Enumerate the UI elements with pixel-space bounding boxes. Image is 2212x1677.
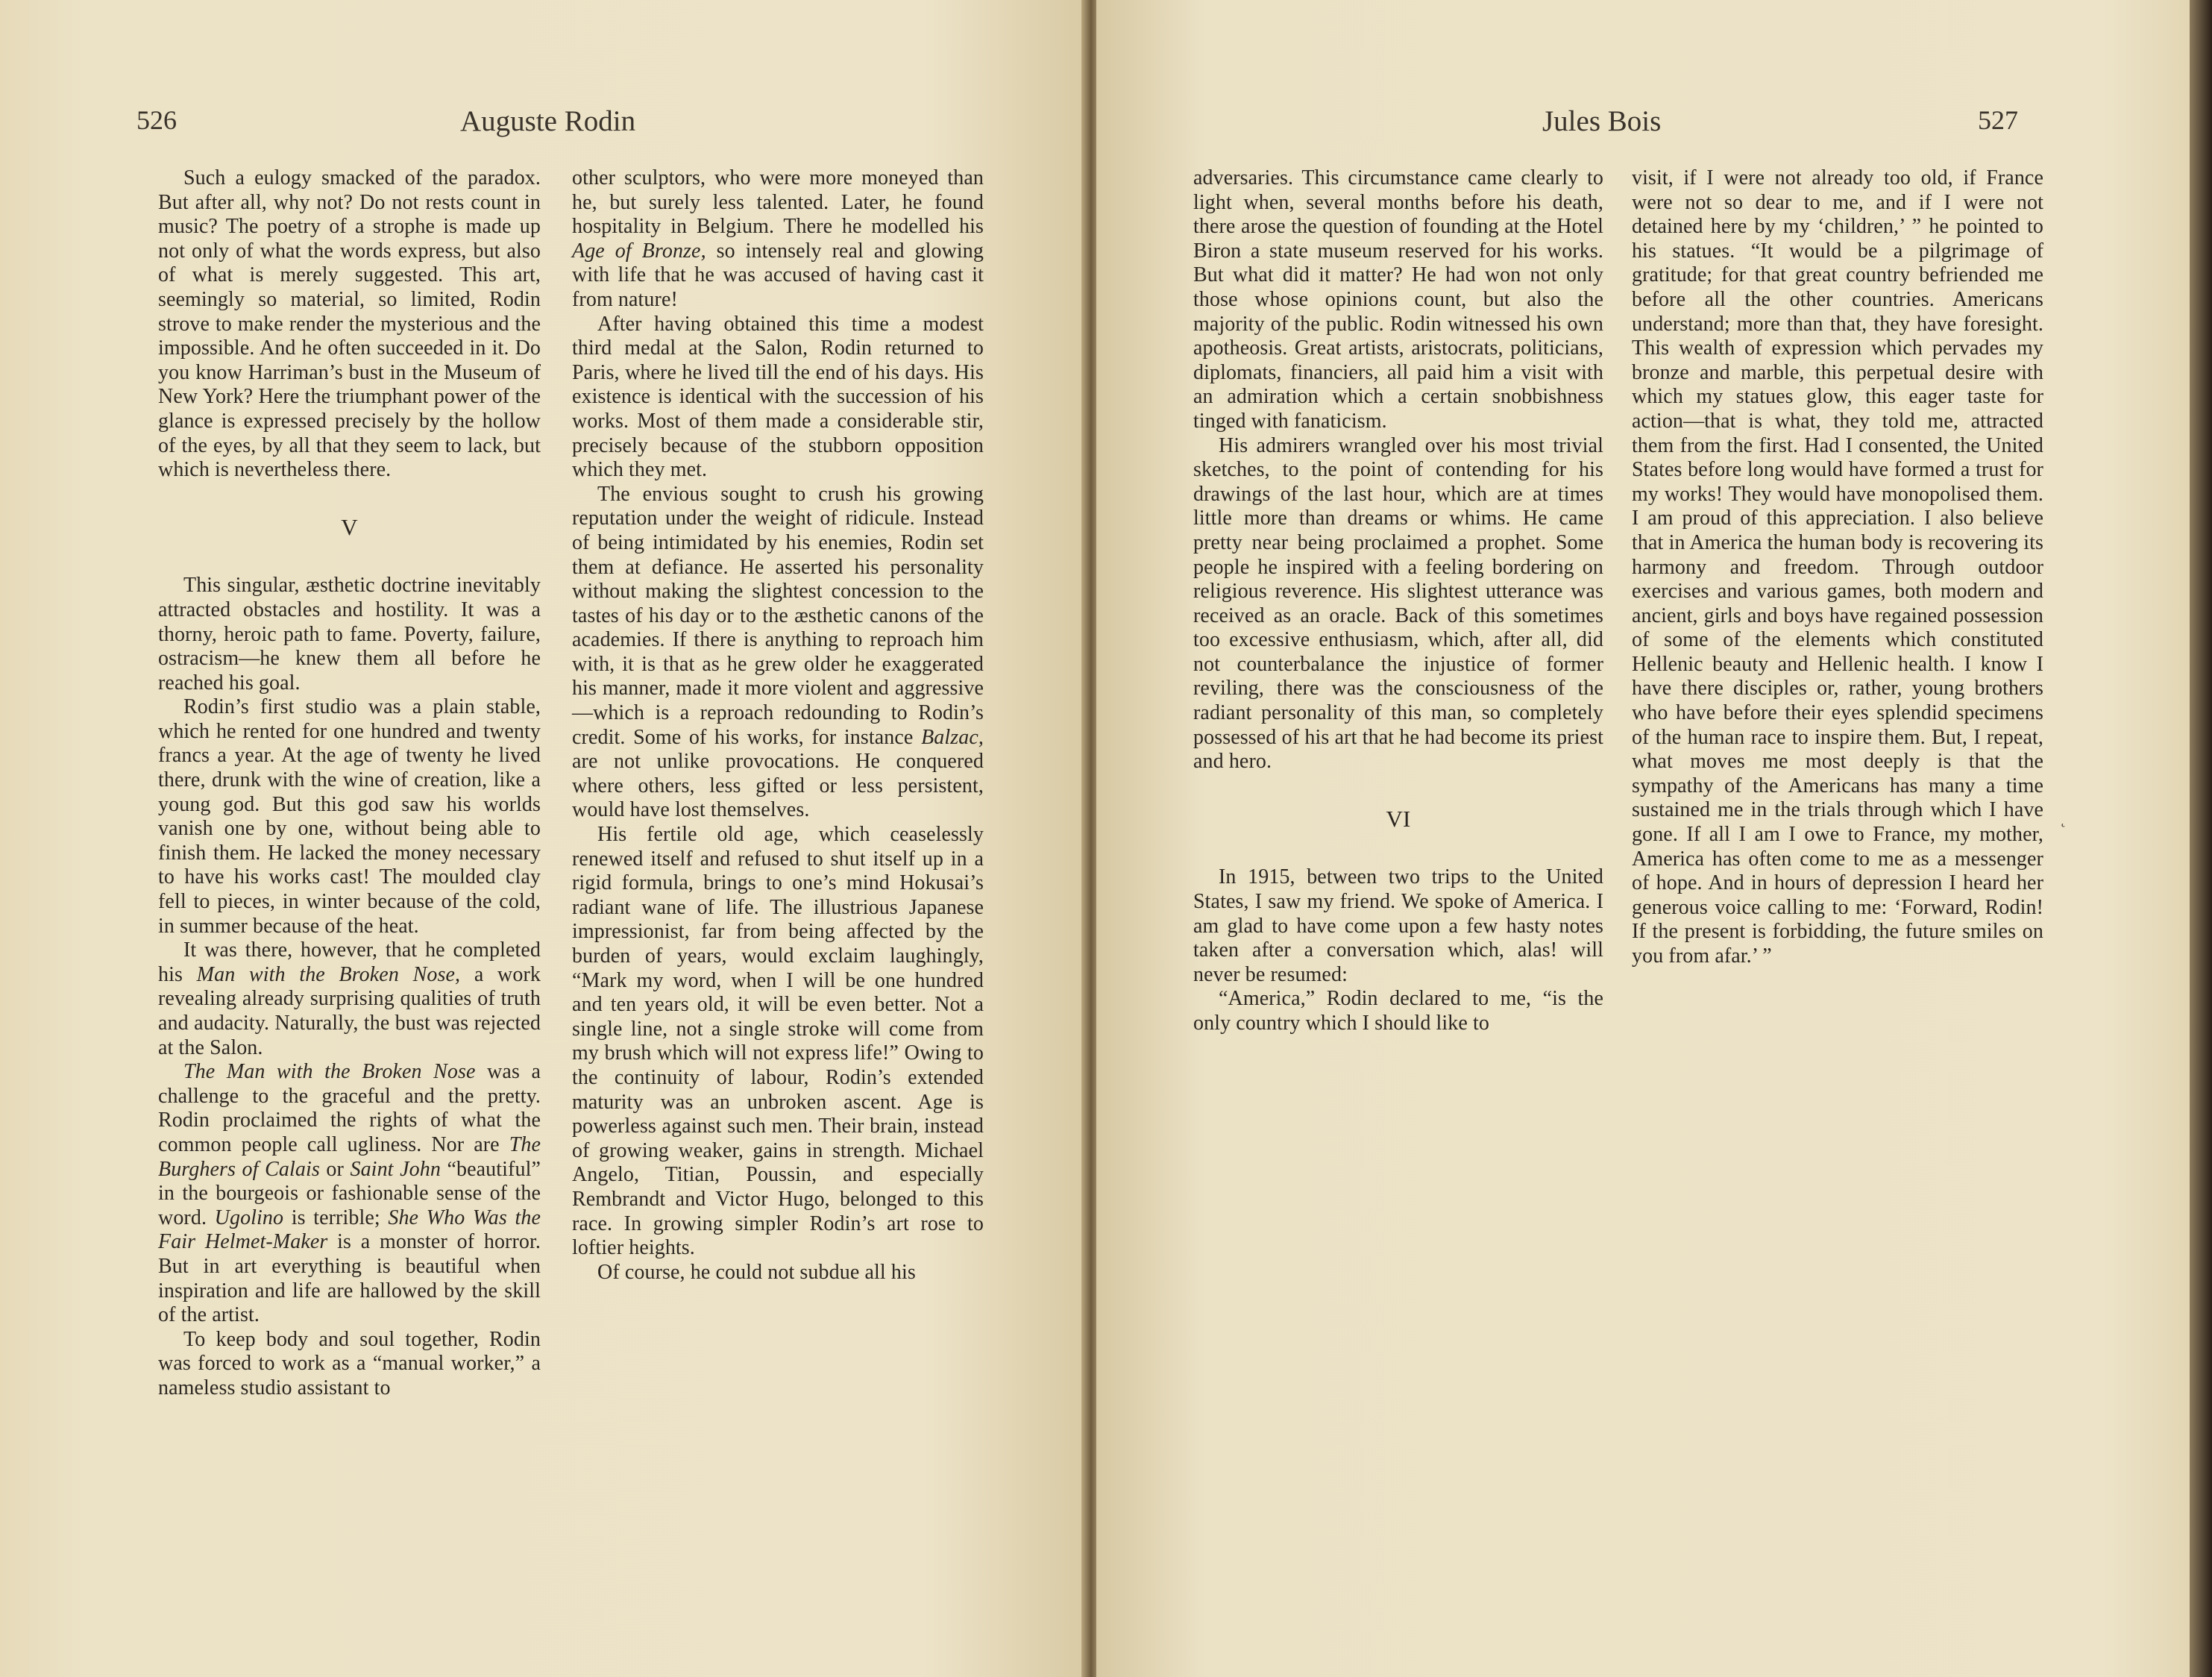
- text-column-1: [158, 166, 541, 1401]
- page-number-right: 527: [1978, 105, 2018, 135]
- running-head-right: Jules Bois: [1542, 105, 1662, 137]
- paragraph: In 1915, between two trips to the United States, I saw my friend. We spoke of America. I am glad to have come upon a few hasty notes taken after a conversation which, alas! will never be resumed:: [1193, 865, 1603, 986]
- work-title: Ugolino: [214, 1206, 284, 1229]
- paragraph: visit, if I were not already too old, if France were not so dear to me, and if I were not detained here by my ‘children,’ ” he pointed to his statues. “It would be a pilgrimage of gratitude; for that great country befriended me before all the other countries. Americans understand; more than that, they have foresight. This wealth of expression which pervades my bronze and marble, this perpetual desire with which my statues glow, this eager taste for action—that is what, they told me, attracted them from the first. Had I consented, the United States before long would have formed a trust for my works! They would have monopolised them. I am proud of this appreciation. I also believe that in America the human body is recovering its harmony and freedom. Through outdoor exercises and various games, both modern and ancient, girls and boys have regained possession of some of the elements which constituted Hellenic beauty and Hellenic health. I know I have there disciples or, rather, young brothers who have before their eyes splendid specimens of the human race to inspire them. But, I repeat, what moves me most deeply is that the sympathy of the Americans has many a time sustained me in the trials through which I have gone. If all I am I owe to France, my mother, America has often come to me as a messenger of hope. And in hours of depression I heard her generous voice calling to me: ‘Forward, Rodin! If the present is forbidding, the future smiles on you from afar.’ ”: [1632, 166, 2043, 968]
- paragraph: His fertile old age, which ceaselessly renewed itself and refused to shut itself up in a rigid formula, brings to one’s mind Hokusai’s radiant wane of life. The illustrious Japanese impressionist, far from being affected by the burden of years, would exclaim laughingly, “Mark my word, when I will be one hundred and ten years old, it will be even better. Not a single line, not a single stroke will come from my brush which will not express life!” Owing to the continuity of labour, Rodin’s extended maturity was an unbroken ascent. Age is powerless against such men. Their brain, instead of growing weaker, gains in strength. Michael Angelo, Titian, Poussin, and especially Rembrandt and Victor Hugo, belonged to this race. In growing simpler Rodin’s art rose to loftier heights.: [572, 823, 984, 1260]
- text-run: a work revealing already surprising qualities of truth and audacity. Naturally, the bust was rejected at the Salon.: [158, 962, 541, 1059]
- paragraph: This singular, æsthetic doctrine inevitably attracted obstacles and hostility. It was a thorny, heroic path to fame. Poverty, failure, ostracism—he knew them all before he reached his goal.: [158, 574, 541, 695]
- paragraph: “America,” Rodin declared to me, “is the only country which I should like to: [1193, 987, 1603, 1035]
- work-title: Man with the Broken Nose,: [196, 962, 461, 986]
- paragraph: Rodin’s first studio was a plain stable, which he rented for one hundred and twenty francs a year. At the age of twenty he lived there, drunk with the wine of creation, like a young god. But this god saw his worlds vanish one by one, without being able to finish them. He lacked the money necessary to have his works cast! The moulded clay fell to pieces, in winter because of the cold, in summer because of the heat.: [158, 695, 541, 938]
- paragraph: [572, 166, 984, 313]
- work-title: Saint John: [350, 1157, 441, 1181]
- text-run: was a challenge to the graceful and the pretty. Rodin proclaimed the rights of what the common people call ugliness. Nor are: [158, 1060, 541, 1156]
- book-cover-edge: [2190, 0, 2212, 1677]
- paragraph: Such a eulogy smacked of the paradox. But after all, why not? Do not rests count in music? The poetry of a strophe is made up not only of what the words express, but also of what is merely suggested. This art, seemingly so material, so limited, Rodin strove to make render the mysterious and the impossible. And he often succeeded in it. Do you know Harriman’s bust in the Museum of New York? Here the triumphant power of the glance is expressed precisely by the hollow of the eyes, by all that they seem to lack, but which is nevertheless there.: [158, 166, 541, 482]
- work-title: Age of Bronze,: [572, 239, 706, 263]
- work-title: The Burghers of Calais: [158, 1132, 541, 1181]
- work-title: Balzac,: [921, 725, 984, 749]
- paragraph: [158, 1060, 541, 1328]
- text-run: is a monster of horror. But in art everything is beautiful when inspiration and life are hallowed by the skill of the artist.: [158, 1230, 541, 1327]
- paragraph: adversaries. This circumstance came clearly to light when, several months before his death, there arose the question of founding at the Hotel Biron a state museum reserved for his works. But what did it matter? He had won not only those whose opinions count, but also the majority of the public. Rodin witnessed his own apotheosis. Great artists, aristocrats, politicians, diplomats, financiers, all paid him a visit with an admiration which a certain snobbishness tinged with fanaticism.: [1193, 166, 1603, 433]
- stray-ink-mark: ˛: [2061, 809, 2067, 827]
- work-title: The Man with the Broken Nose: [183, 1060, 476, 1084]
- text-run: The envious sought to crush his growing reputation under the weight of ridicule. Instead of being intimidated by his enemies, Rodin set them at defiance. He asserted his personality without making the slightest concession to the tastes of his day or to the æsthetic canons of the academies. If there is anything to reproach him with, it is that as he grew older he exaggerated his manner, made it more violent and aggressive—which is a reproach redounding to Rodin’s credit. Some of his works, for instance: [572, 482, 984, 749]
- paragraph: To keep body and soul together, Rodin was forced to work as a “manual worker,” a nameless studio assistant to: [158, 1327, 541, 1399]
- text-column-4: [1632, 166, 2043, 969]
- text-run: “beautiful” in the bourgeois or fashionable sense of the word.: [158, 1157, 541, 1229]
- text-run: It was there, however, that he completed his: [158, 938, 541, 986]
- text-column-2: [572, 166, 984, 1285]
- work-title: She Who Was the Fair Helmet-Maker: [158, 1206, 541, 1254]
- text-run: is terrible;: [283, 1206, 389, 1229]
- text-run: are not unlike provocations. He conquered where others, less gifted or less persistent, would have lost themselves.: [572, 750, 984, 822]
- section-heading: V: [341, 513, 358, 540]
- text-run: other sculptors, who were more moneyed than he, but surely less talented. Later, he found hospitality in Belgium. There he modelled his: [572, 166, 984, 239]
- section-heading: VI: [1386, 805, 1411, 832]
- paragraph: [572, 483, 984, 823]
- paragraph: His admirers wrangled over his most trivial sketches, to the point of contending for his drawings of the last hour, which are at times little more than dreams or whims. He came pretty near being proclaimed a prophet. Some people he inspired with a feeling bordering on religious reverence. His slightest utterance was received as an oracle. Back of this sometimes too excessive enthusiasm, which, after all, did not counterbalance the injustice of former reviling, there was the consciousness of the radiant personality of this man, so completely possessed of his art that he had become its priest and hero.: [1193, 433, 1603, 774]
- text-column-3: [1193, 166, 1603, 1036]
- page-number-left: 526: [136, 105, 177, 135]
- running-head-left: Auguste Rodin: [460, 105, 636, 137]
- text-run: so intensely real and glowing with life that he was accused of having cast it from nature!: [572, 239, 984, 311]
- paragraph: Of course, he could not subdue all his: [597, 1260, 916, 1284]
- paragraph: After having obtained this time a modest third medal at the Salon, Rodin returned to Paris, where he lived till the end of his days. His existence is identical with the succession of his works. Most of them made a considerable stir, precisely because of the stubborn opposition which they met.: [572, 312, 984, 482]
- paragraph: [158, 938, 541, 1060]
- text-run: or: [319, 1157, 351, 1181]
